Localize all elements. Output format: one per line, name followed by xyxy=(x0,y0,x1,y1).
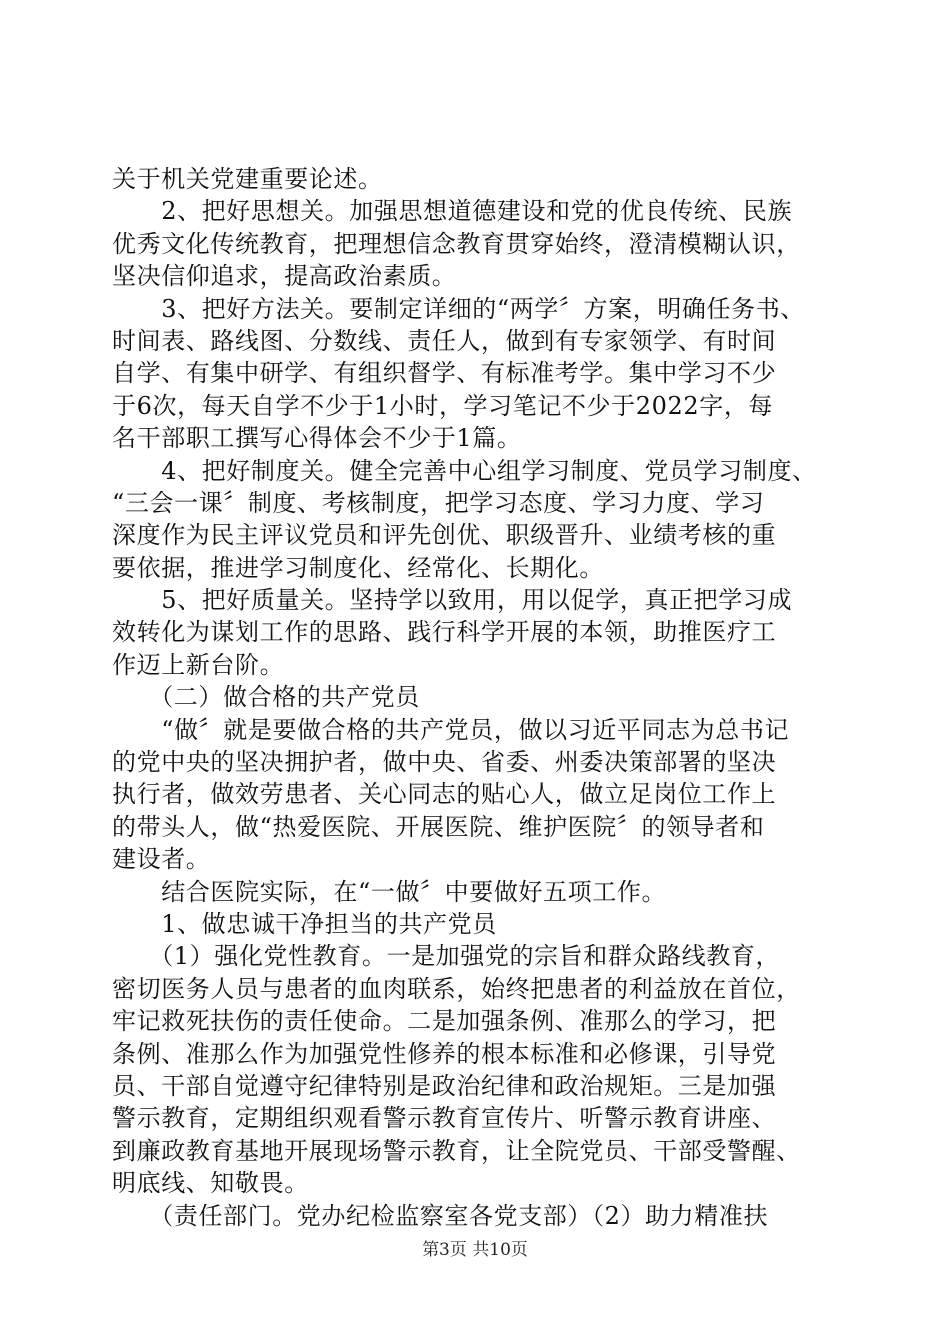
text-line: 1、做忠诚干净担当的共产党员 xyxy=(112,909,497,938)
text-line: 条例、准那么作为加强党性修养的根本标准和必修课，引导党 xyxy=(112,1039,777,1068)
text-line: 3、把好方法关。要制定详细的“两学〞方案，明确任务书、 xyxy=(112,294,805,323)
text-line: 到廉政教育基地开展现场警示教育，让全院党员、干部受警醒、 xyxy=(112,1136,801,1165)
text-line: 明底线、知敬畏。 xyxy=(112,1169,309,1198)
text-line: 员、干部自觉遵守纪律特别是政治纪律和政治规矩。三是加强 xyxy=(112,1071,777,1100)
text-line: （二）做合格的共产党员 xyxy=(112,683,420,712)
page-footer: 第3页 共10页 xyxy=(422,1240,528,1260)
text-line: “做〞就是要做合格的共产党员，做以习近平同志为总书记 xyxy=(112,715,790,744)
text-line: 结合医院实际，在“一做〞中要做好五项工作。 xyxy=(112,877,667,906)
text-line: 4、把好制度关。健全完善中心组学习制度、党员学习制度、 xyxy=(112,456,817,485)
text-line: 执行者，做效劳患者、关心同志的贴心人，做立足岗位工作上 xyxy=(112,780,777,809)
text-line: 密切医务人员与患者的血肉联系，始终把患者的利益放在首位， xyxy=(112,974,801,1003)
text-line: 深度作为民主评议党员和评先创优、职级晋升、业绩考核的重 xyxy=(112,521,777,550)
text-line: 要依据，推进学习制度化、经常化、长期化。 xyxy=(112,553,604,582)
document-body xyxy=(112,163,842,1232)
text-line: 警示教育，定期组织观看警示教育宣传片、听警示教育讲座、 xyxy=(112,1104,777,1133)
text-line: 名干部职工撰写心得体会不少于1篇。 xyxy=(112,424,522,453)
text-line: 作迈上新台阶。 xyxy=(112,650,285,679)
text-line: “三会一课〞制度、考核制度，把学习态度、学习力度、学习 xyxy=(112,488,765,517)
text-line: 的带头人，做“热爱医院、开展医院、维护医院〞的领导者和 xyxy=(112,812,765,841)
text-line: 自学、有集中研学、有组织督学、有标准考学。集中学习不少 xyxy=(112,359,777,388)
text-line: 的党中央的坚决拥护者，做中央、省委、州委决策部署的坚决 xyxy=(112,748,777,777)
text-line: 牢记救死扶伤的责任使命。二是加强条例、准那么的学习，把 xyxy=(112,1007,777,1036)
text-line: 时间表、路线图、分数线、责任人，做到有专家领学、有时间 xyxy=(112,326,777,355)
text-line: 坚决信仰追求，提高政治素质。 xyxy=(112,262,457,291)
text-line: （1）强化党性教育。一是加强党的宗旨和群众路线教育， xyxy=(112,942,781,971)
text-line: 建设者。 xyxy=(112,845,211,874)
text-line: 效转化为谋划工作的思路、践行科学开展的本领，助推医疗工 xyxy=(112,618,777,647)
text-line: 优秀文化传统教育，把理想信念教育贯穿始终，澄清模糊认识， xyxy=(112,229,801,258)
text-line: 2、把好思想关。加强思想道德建设和党的优良传统、民族 xyxy=(112,197,793,226)
text-line: 5、把好质量关。坚持学以致用，用以促学，真正把学习成 xyxy=(112,586,793,615)
text-line: 于6次，每天自学不少于1小时，学习笔记不少于2022字，每 xyxy=(112,391,774,420)
text-line: 关于机关党建重要论述。 xyxy=(112,165,383,193)
text-line: （责任部门。党办纪检监察室各党支部）（2）助力精准扶 xyxy=(112,1201,769,1230)
